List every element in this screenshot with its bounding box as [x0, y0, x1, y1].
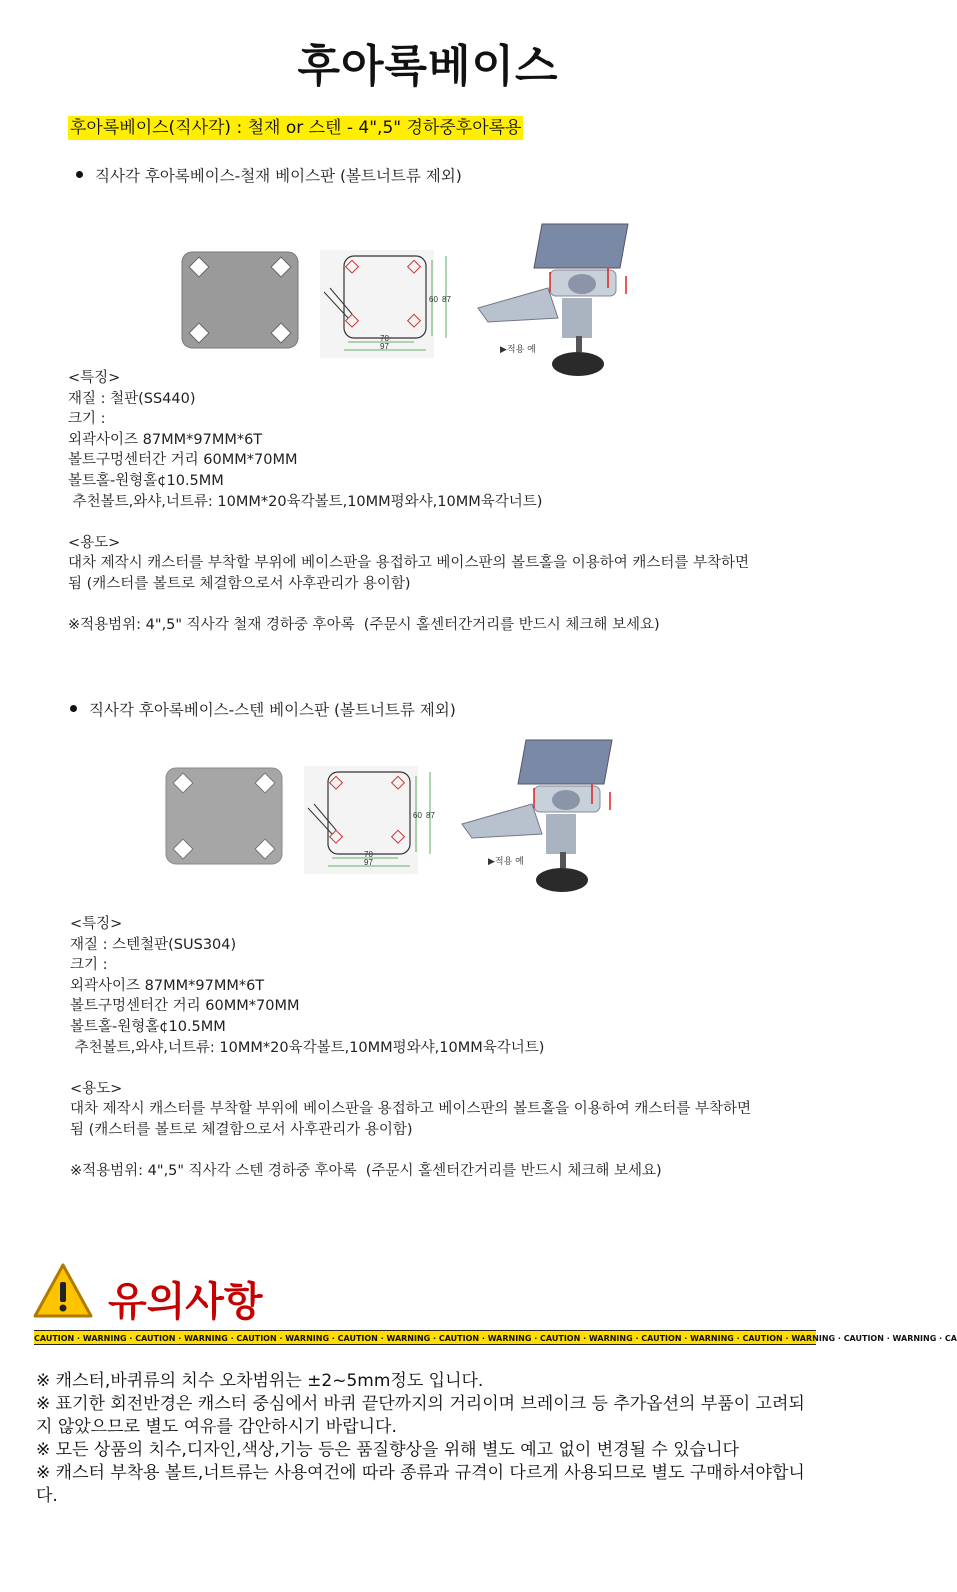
bullet-dot [76, 171, 83, 178]
note-item: ※ 표기한 회전반경은 캐스터 중심에서 바퀴 끝단까지의 거리이며 브레이크 등 추가옵션의 부품이 고려되지 않았으므로 별도 여유를 감안하시기 바랍니다. [36, 1394, 805, 1437]
page-title: 후아록베이스 [297, 41, 559, 92]
section-1-text [68, 368, 749, 636]
material-line: 재질 : 스텐철판(SUS304) [70, 936, 237, 953]
warning-icon [32, 1262, 94, 1320]
note-item: ※ 모든 상품의 치수,디자인,색상,기능 등은 품질향상을 위해 별도 예고 없이 변경될 수 있습니다 [36, 1440, 739, 1460]
section-1-heading: 직사각 후아록베이스-철재 베이스판 (볼트너트류 제외) [95, 167, 462, 185]
section-1-bullet [76, 164, 462, 186]
material-line: 재질 : 철판(SS440) [68, 390, 196, 407]
dim-label-87: 87 [426, 811, 435, 820]
usage-line-2: 됨 (캐스터를 볼트로 체결함으로서 사후관리가 용이함) [68, 575, 411, 592]
dim-label-60: 60 [413, 811, 422, 820]
bullet-dot [70, 705, 77, 712]
section-2-heading: 직사각 후아록베이스-스텐 베이스판 (볼트너트류 제외) [89, 701, 456, 719]
dim-label-97: 97 [364, 858, 373, 867]
scope-line: ※적용범위: 4",5" 직사각 스텐 경하중 후아록 (주문시 홀센터간거리를 반드시 체크해 보세요) [70, 1163, 662, 1180]
section-2-figure [162, 734, 642, 904]
section-1-figure [178, 218, 658, 388]
recommended-bolt-line: 추천볼트,와샤,너트류: 10MM*20육각볼트,10MM평와샤,10MM육각너트) [68, 493, 543, 510]
dim-label-87: 87 [442, 295, 451, 304]
dimension-drawing [320, 250, 451, 358]
bolt-hole-line: 볼트홀-원형홀¢10.5MM [68, 472, 224, 489]
dim-label-97: 97 [380, 342, 389, 351]
outer-size-line: 외곽사이즈 87MM*97MM*6T [68, 431, 263, 448]
section-2-bullet [70, 698, 456, 720]
usage-header: <용도> [70, 1080, 123, 1097]
scope-line: ※적용범위: 4",5" 직사각 철재 경하중 후아록 (주문시 홀센터간거리를 반드시 체크해 보세요) [68, 617, 660, 634]
hole-distance-line: 볼트구멍센터간 거리 60MM*70MM [70, 998, 300, 1015]
caution-notes [36, 1370, 820, 1508]
caution-tape: CAUTION · WARNING · CAUTION · WARNING · CAUTION · WARNING · CAUTION · WARNING · CAUTION · WARNING · CAUTION · WARNING · CAUTION · WARNING · CAUTION · WARNING · CAUTION · WARNING · CA [34, 1330, 816, 1345]
bolt-hole-line: 볼트홀-원형홀¢10.5MM [70, 1018, 226, 1035]
note-item: ※ 캐스터 부착용 볼트,너트류는 사용여건에 따라 종류과 규격이 다르게 사용되므로 별도 구매하셔야합니다. [36, 1463, 805, 1506]
hole-distance-line: 볼트구멍센터간 거리 60MM*70MM [68, 452, 298, 469]
features-header: <특징> [70, 916, 123, 932]
dimension-drawing [304, 766, 435, 874]
usage-line-1: 대차 제작시 캐스터를 부착할 부위에 베이스판을 용접하고 베이스판의 볼트홀을 이용하여 캐스터를 부착하면 [70, 1101, 752, 1118]
note-item: ※ 캐스터,바퀴류의 치수 오차범위는 ±2~5mm정도 입니다. [36, 1371, 484, 1391]
apply-example-label: ▶적용 예 [488, 857, 524, 867]
dim-label-70: 70 [380, 334, 389, 343]
usage-line-2: 됨 (캐스터를 볼트로 체결함으로서 사후관리가 용이함) [70, 1121, 413, 1138]
section-2-text [70, 914, 751, 1182]
size-line: 크기 : [70, 957, 108, 974]
subtitle-highlight: 후아록베이스(직사각) : 철재 or 스텐 - 4",5" 경하중후아록용 [70, 118, 522, 138]
usage-line-1: 대차 제작시 캐스터를 부착할 부위에 베이스판을 용접하고 베이스판의 볼트홀을 이용하여 캐스터를 부착하면 [68, 555, 750, 572]
dim-label-70: 70 [364, 850, 373, 859]
caster-example [462, 740, 612, 892]
size-line: 크기 : [68, 411, 106, 428]
usage-header: <용도> [68, 534, 121, 551]
features-header: <특징> [68, 370, 121, 386]
caster-example [478, 224, 628, 376]
caution-title: 유의사항 [108, 1279, 263, 1325]
dim-label-60: 60 [429, 295, 438, 304]
apply-example-label: ▶적용 예 [500, 345, 536, 355]
recommended-bolt-line: 추천볼트,와샤,너트류: 10MM*20육각볼트,10MM평와샤,10MM육각너트) [70, 1039, 545, 1056]
outer-size-line: 외곽사이즈 87MM*97MM*6T [70, 977, 265, 994]
